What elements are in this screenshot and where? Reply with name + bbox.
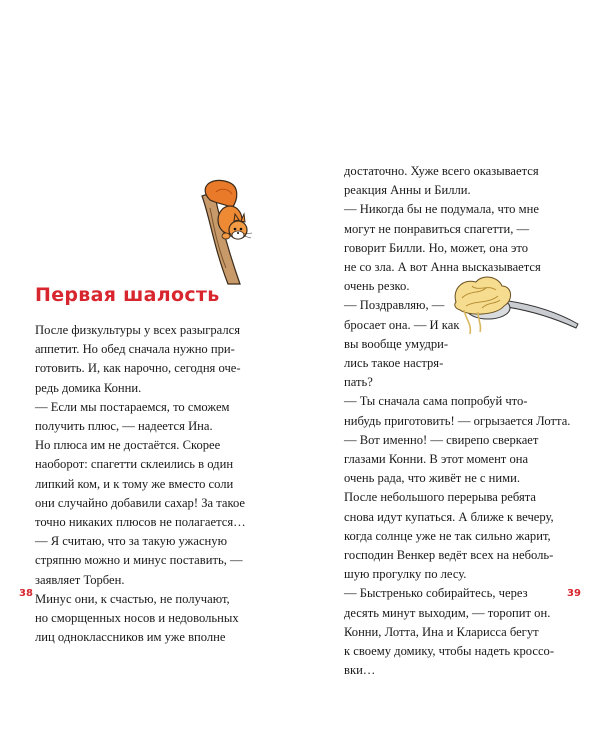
spaghetti-spoon-illustration xyxy=(442,272,582,342)
text-line: лиц одноклассников им уже вполне xyxy=(35,630,226,645)
text-line: снова идут купаться. А ближе к вечеру, xyxy=(344,509,554,524)
text-line: пать? xyxy=(344,375,373,390)
text-line: точно никаких плюсов не полагается… xyxy=(35,515,246,530)
text-line: могут не понравиться спагетти, — xyxy=(344,221,530,236)
text-line: — Вот именно! — свирепо сверкает xyxy=(344,432,539,447)
text-line: После физкультуры у всех разыгрался xyxy=(35,323,241,337)
text-line: Конни, Лотта, Ина и Кларисса бегут xyxy=(344,624,539,639)
text-line: шую прогулку по лесу. xyxy=(344,567,467,582)
text-line: глазами Конни. В этот момент она xyxy=(344,452,529,467)
text-line: липкий ком, и к тому же вместо соли xyxy=(35,476,234,491)
text-line: — Если мы постараемся, то сможем xyxy=(35,399,230,414)
chapter-title: Первая шалость xyxy=(35,284,220,306)
text-line: очень рада, что живёт не с ними. xyxy=(344,471,521,486)
text-line: не со зла. А вот Анна высказывается xyxy=(344,260,541,275)
text-line: — Быстренько собирайтесь, через xyxy=(344,586,528,601)
text-line: десять минут выходим, — торопит он. xyxy=(344,605,551,620)
text-line: готовить. И, как нарочно, сегодня оче- xyxy=(35,361,241,376)
text-line: но сморщенных носов и недовольных xyxy=(35,611,239,626)
text-line: редь домика Конни. xyxy=(35,380,142,395)
text-line: господин Венкер ведёт всех на неболь- xyxy=(344,548,554,563)
text-line: стряпню можно и минус поставить, — xyxy=(35,553,243,568)
text-line: достаточно. Хуже всего оказывается xyxy=(344,164,539,178)
text-line: заявляет Торбен. xyxy=(35,572,125,587)
text-line: — Я считаю, что за такую ужасную xyxy=(35,534,227,549)
text-line: наоборот: спагетти склеились в один xyxy=(35,457,234,472)
text-line: После небольшого перерыва ребята xyxy=(344,490,537,505)
page-number-left: 38 xyxy=(19,588,33,599)
text-line: вки… xyxy=(344,663,376,678)
text-line: когда солнце уже не так сильно жарит, xyxy=(344,528,551,543)
text-line: бросает она. — И как xyxy=(344,317,460,332)
text-line: нибудь приготовить! — огрызается Лотта. xyxy=(344,413,571,428)
text-line: к своему домику, чтобы надеть кроссо- xyxy=(344,644,555,659)
text-line: — Поздравляю, — xyxy=(344,298,445,313)
text-line: вы вообще умудри- xyxy=(344,336,449,351)
right-page-text xyxy=(344,162,574,680)
text-line: реакция Анны и Билли. xyxy=(344,183,471,198)
text-line: говорит Билли. Но, может, она это xyxy=(344,240,529,255)
text-line: — Никогда бы не подумала, что мне xyxy=(344,202,539,217)
text-line: — Ты сначала сама попробуй что- xyxy=(344,394,528,409)
page-number-right: 39 xyxy=(567,588,581,599)
squirrel-illustration xyxy=(180,178,256,286)
text-line: они случайно добавили сахар! За такое xyxy=(35,495,246,510)
text-line: Но плюса им не достаётся. Скорее xyxy=(35,438,221,453)
text-line: Минус они, к счастью, не получают, xyxy=(35,591,230,606)
text-line: очень резко. xyxy=(344,279,410,294)
text-line: лись такое настря- xyxy=(344,356,444,371)
text-line: получить плюс, — надеется Ина. xyxy=(35,419,213,434)
left-page-text xyxy=(35,321,270,647)
text-line: аппетит. Но обед сначала нужно при- xyxy=(35,342,235,357)
